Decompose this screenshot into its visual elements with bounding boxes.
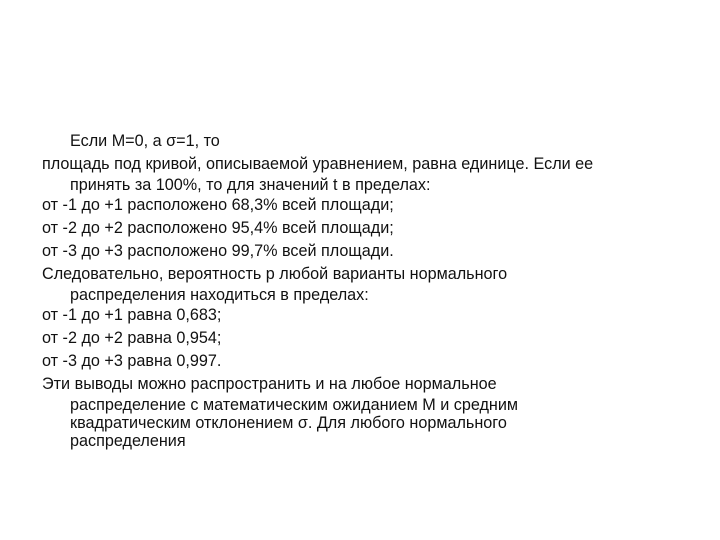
- general-line-4: распределения: [70, 432, 186, 450]
- general-line-2: распределение с математическим ожиданием М и средним: [70, 396, 519, 414]
- conclusion-line-2: распределения находиться в пределах:: [70, 286, 369, 304]
- intro-text: Если М=0, а σ=1, то: [70, 132, 220, 150]
- prob-line-1: [42, 304, 692, 327]
- area-line-1: площадь под кривой, описываемой уравнением, равна единице. Если ее: [42, 155, 594, 173]
- conclusion-line-1: Следовательно, вероятность р любой варианты нормального: [42, 265, 508, 283]
- slide-body-text: [42, 130, 692, 450]
- intro-line: [42, 130, 692, 153]
- range-text-2: от -2 до +2 расположено 95,4% всей площади;: [42, 219, 394, 237]
- area-line-2: принять за 100%, то для значений t в пределах:: [70, 176, 431, 194]
- range-line-2: [42, 217, 692, 240]
- range-text-1: от -1 до +1 расположено 68,3% всей площади;: [42, 196, 394, 214]
- general-line-1: Эти выводы можно распространить и на любое нормальное: [42, 375, 497, 393]
- prob-text-3: от -3 до +3 равна 0,997.: [42, 352, 222, 370]
- prob-text-1: от -1 до +1 равна 0,683;: [42, 306, 222, 324]
- prob-text-2: от -2 до +2 равна 0,954;: [42, 329, 222, 347]
- area-paragraph: [42, 153, 692, 194]
- range-line-1: [42, 194, 692, 217]
- prob-line-3: [42, 350, 692, 373]
- conclusion-paragraph: [42, 263, 692, 304]
- general-paragraph: [42, 373, 692, 450]
- range-line-3: [42, 240, 692, 263]
- range-text-3: от -3 до +3 расположено 99,7% всей площади.: [42, 242, 394, 260]
- general-line-3: квадратическим отклонением σ. Для любого нормального: [70, 414, 507, 432]
- prob-line-2: [42, 327, 692, 350]
